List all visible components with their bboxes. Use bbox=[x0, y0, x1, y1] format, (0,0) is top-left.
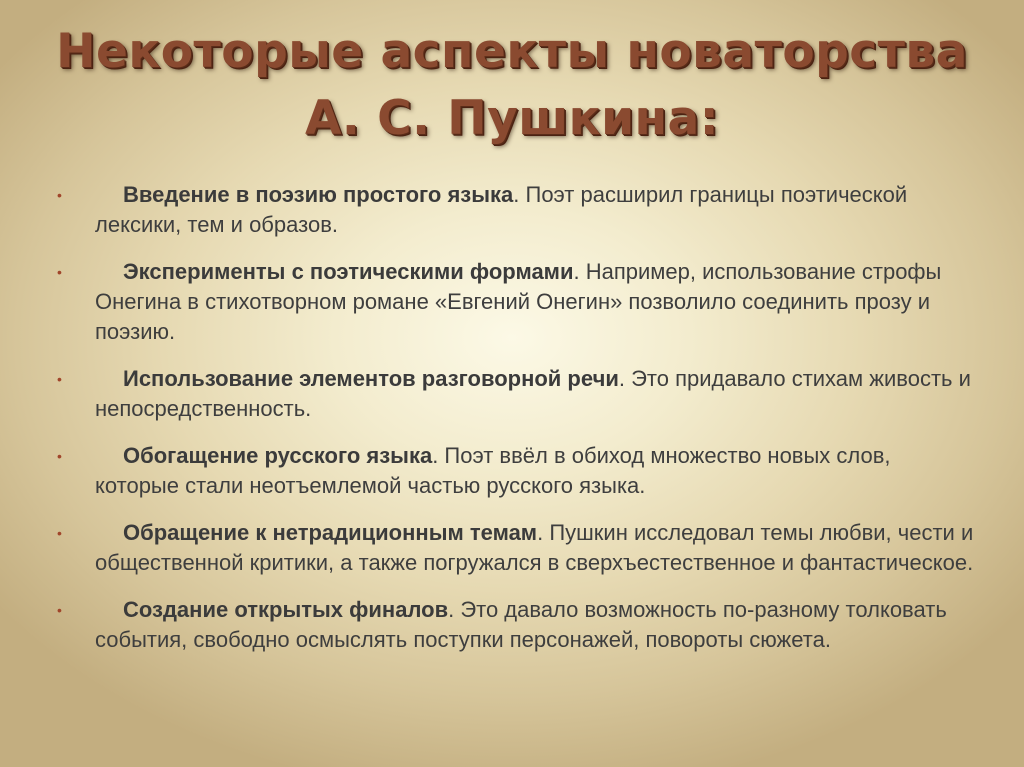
bullet-text: . Поэт ввёл в обиход множество новых слов, которые стали неотъемлемой частью русского языка. bbox=[95, 443, 891, 498]
bullet-item-nontraditional-themes bbox=[0, 518, 1024, 578]
bullet-marker: • bbox=[57, 371, 62, 387]
bullet-text: . Это давало возможность по-разному толковать события, свободно осмыслять поступки персонажей, повороты сюжета. bbox=[95, 597, 947, 652]
bullet-marker: • bbox=[57, 448, 62, 464]
bullet-heading: Эксперименты с поэтическими формами bbox=[123, 259, 574, 284]
bullet-item-simple-language bbox=[0, 180, 1024, 240]
bullet-item-poetic-forms bbox=[0, 257, 1024, 347]
bullet-heading: Обогащение русского языка bbox=[123, 443, 433, 468]
bullet-item-open-endings bbox=[0, 595, 1024, 655]
bullet-text: . Поэт расширил границы поэтической лексики, тем и образов. bbox=[95, 182, 908, 237]
bullet-heading: Использование элементов разговорной речи bbox=[123, 366, 619, 391]
bullet-marker: • bbox=[57, 187, 62, 203]
bullet-list bbox=[0, 180, 1024, 672]
bullet-heading: Обращение к нетрадиционным темам bbox=[123, 520, 538, 545]
bullet-heading: Введение в поэзию простого языка bbox=[123, 182, 514, 207]
bullet-marker: • bbox=[57, 525, 62, 541]
bullet-item-colloquial-speech bbox=[0, 364, 1024, 424]
slide-title-line-2: А. С. Пушкина: bbox=[304, 91, 719, 146]
slide-title bbox=[0, 18, 1024, 152]
bullet-heading: Создание открытых финалов bbox=[123, 597, 449, 622]
bullet-marker: • bbox=[57, 602, 62, 618]
slide-title-line-1: Некоторые аспекты новаторства bbox=[56, 24, 968, 79]
bullet-text: . Это придавало стихам живость и непосредственность. bbox=[95, 366, 971, 421]
bullet-item-language-enrichment bbox=[0, 441, 1024, 501]
bullet-text: . Например, использование строфы Онегина в стихотворном романе «Евгений Онегин» позволило соединить прозу и поэзию. bbox=[95, 259, 942, 344]
bullet-marker: • bbox=[57, 264, 62, 280]
bullet-text: . Пушкин исследовал темы любви, чести и общественной критики, а также погружался в сверхъестественное и фантастическое. bbox=[95, 520, 974, 575]
